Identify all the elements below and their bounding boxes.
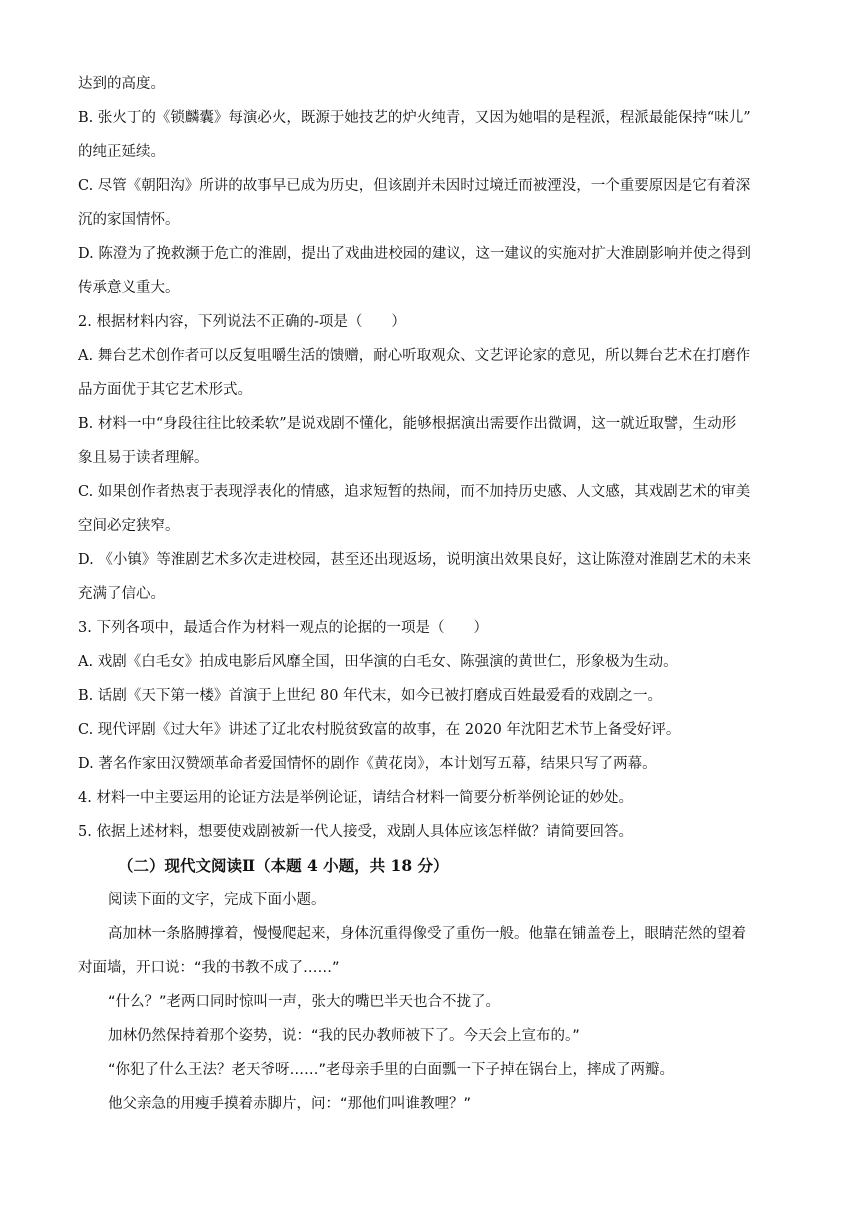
section-heading: （二）现代文阅读Ⅱ（本题 4 小题，共 18 分） — [118, 856, 449, 875]
q2-option-d-line1: D. 《小镇》等淮剧艺术多次走进校园，甚至还出现返场，说明演出效果良好，这让陈澄对淮剧艺术的未来 — [78, 552, 751, 568]
q2-option-c-line1: C. 如果创作者热衷于表现浮表化的情感，追求短暂的热闹，而不加持历史感、人文感，其戏剧艺术的审美 — [78, 484, 751, 500]
q3-option-a: A. 戏剧《白毛女》拍成电影后风靡全国，田华演的白毛女、陈强演的黄世仁，形象极为生动。 — [78, 654, 678, 670]
passage-paragraph-2: “什么？”老两口同时惊叫一声，张大的嘴巴半天也合不拢了。 — [108, 994, 501, 1010]
q3-option-d: D. 著名作家田汉赞颂革命者爱国情怀的剧作《黄花岗》，本计划写五幕，结果只写了两幕。 — [78, 756, 657, 772]
q2-stem: 2. 根据材料内容，下列说法不正确的-项是（ ） — [78, 314, 406, 330]
passage-paragraph-3: 加林仍然保持着那个姿势，说：“我的民办教师被下了。今天会上宣布的。” — [108, 1028, 580, 1044]
q2-option-a-line2: 品方面优于其它艺术形式。 — [78, 382, 252, 398]
passage-paragraph-4: “你犯了什么王法？老天爷呀……”老母亲手里的白面瓢一下子掉在锅台上，摔成了两瓣。 — [108, 1062, 675, 1078]
passage-paragraph-1-line2: 对面墙，开口说：“我的书教不成了……” — [78, 960, 340, 976]
reading-instruction: 阅读下面的文字，完成下面小题。 — [108, 892, 326, 908]
q1-option-d-line1: D. 陈澄为了挽救濒于危亡的淮剧，提出了戏曲进校园的建议，这一建议的实施对扩大淮剧影响并使之得到 — [78, 246, 751, 262]
q1-option-c-line1: C. 尽管《朝阳沟》所讲的故事早已成为历史，但该剧并未因时过境迁而被湮没，一个重要原因是它有着深 — [78, 178, 751, 194]
q3-stem: 3. 下列各项中，最适合作为材料一观点的论据的一项是（ ） — [78, 620, 488, 636]
q1-option-a-continuation: 达到的高度。 — [78, 76, 165, 92]
q2-option-b-line1: B. 材料一中“身段往往比较柔软”是说戏剧不懂化，能够根据演出需要作出微调，这一就近取譬，生动形 — [78, 416, 737, 432]
q1-option-d-line2: 传承意义重大。 — [78, 280, 180, 296]
q2-option-d-line2: 充满了信心。 — [78, 586, 165, 602]
q1-option-c-line2: 沉的家国情怀。 — [78, 212, 180, 228]
q2-option-a-line1: A. 舞台艺术创作者可以反复咀嚼生活的馈赠，耐心听取观众、文艺评论家的意见，所以舞台艺术在打磨作 — [78, 348, 751, 364]
q2-option-b-line2: 象且易于读者理解。 — [78, 450, 209, 466]
q1-option-b-line2: 的纯正延续。 — [78, 144, 165, 160]
q4-stem: 4. 材料一中主要运用的论证方法是举例论证，请结合材料一简要分析举例论证的妙处。 — [78, 790, 633, 806]
q2-option-c-line2: 空间必定狭窄。 — [78, 518, 180, 534]
q1-option-b-line1: B. 张火丁的《锁麟囊》每演必火，既源于她技艺的炉火纯青，又因为她唱的是程派，程派最能保持“味儿” — [78, 110, 751, 126]
q5-stem: 5. 依据上述材料，想要使戏剧被新一代人接受，戏剧人具体应该怎样做？请简要回答。 — [78, 824, 633, 840]
q3-option-b: B. 话剧《天下第一楼》首演于上世纪 80 年代末，如今已被打磨成百姓最爱看的戏剧之一。 — [78, 688, 663, 704]
passage-paragraph-1-line1: 高加林一条胳膊撑着，慢慢爬起来，身体沉重得像受了重伤一般。他靠在铺盖卷上，眼睛茫然的望着 — [108, 926, 746, 942]
passage-paragraph-5: 他父亲急的用瘦手摸着赤脚片，问：“那他们叫谁教哩？” — [108, 1096, 472, 1112]
q3-option-c: C. 现代评剧《过大年》讲述了辽北农村脱贫致富的故事，在 2020 年沈阳艺术节上备受好评。 — [78, 722, 681, 738]
